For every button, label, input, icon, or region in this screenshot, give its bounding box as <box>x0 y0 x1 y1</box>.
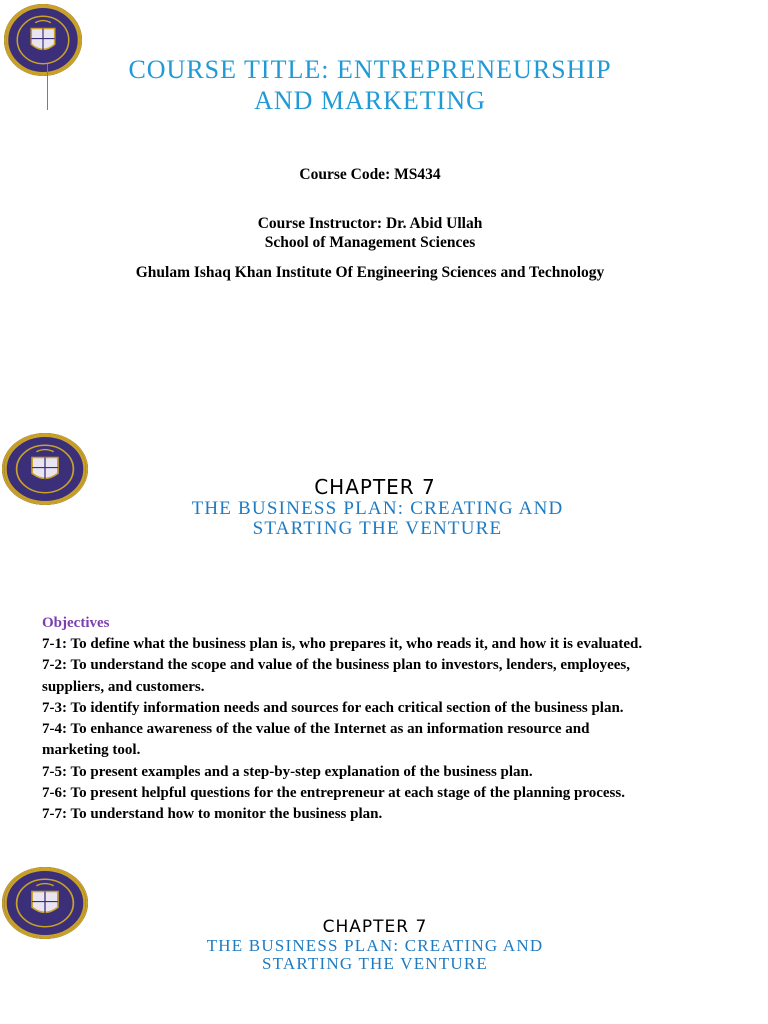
chapter-subtitle-line-2: STARTING THE VENTURE <box>252 517 503 539</box>
school-name: School of Management Sciences <box>264 234 476 251</box>
objective-line: 7-7: To understand how to monitor the business plan. <box>42 806 383 823</box>
chapter-subtitle-line-1: THE BUSINESS PLAN: CREATING AND <box>191 498 564 519</box>
chapter-heading: CHAPTER 7 <box>314 475 436 499</box>
course-title-line-1: COURSE TITLE: ENTREPRENEURSHIP <box>128 55 612 84</box>
course-code: Course Code: MS434 <box>299 166 441 183</box>
course-title <box>40 54 700 116</box>
course-instructor: Course Instructor: Dr. Abid Ullah <box>257 215 483 232</box>
objective-line: suppliers, and customers. <box>42 678 205 695</box>
chapter-heading-2: CHAPTER 7 <box>322 917 428 937</box>
objective-line: 7-6: To present helpful questions for the entrepreneur at each stage of the planning process. <box>42 785 625 802</box>
objectives-list <box>42 634 752 826</box>
institute-name: Ghulam Ishaq Khan Institute Of Engineering Sciences and Technology <box>135 264 605 281</box>
objective-line: 7-5: To present examples and a step-by-step explanation of the business plan. <box>42 763 533 780</box>
chapter-subtitle-2-line-1: THE BUSINESS PLAN: CREATING AND <box>206 936 544 955</box>
chapter-subtitle-2 <box>130 937 620 973</box>
objectives-heading: Objectives <box>42 615 110 631</box>
institute-seal-logo-2 <box>2 433 88 505</box>
objective-line: 7-3: To identify information needs and sources for each critical section of the business plan. <box>42 699 624 716</box>
chapter-subtitle-2-line-2: STARTING THE VENTURE <box>262 953 488 973</box>
institute-seal-logo-3 <box>2 867 88 939</box>
objective-line: 7-4: To enhance awareness of the value of the Internet as an information resource and <box>42 721 590 738</box>
objective-line: marketing tool. <box>42 742 141 759</box>
course-title-line-2: AND MARKETING <box>254 86 486 116</box>
objective-line: 7-1: To define what the business plan is, who prepares it, who reads it, and how it is evaluated. <box>42 636 643 652</box>
objective-line: 7-2: To understand the scope and value of the business plan to investors, lenders, employees, <box>42 657 630 674</box>
chapter-subtitle <box>120 499 635 539</box>
